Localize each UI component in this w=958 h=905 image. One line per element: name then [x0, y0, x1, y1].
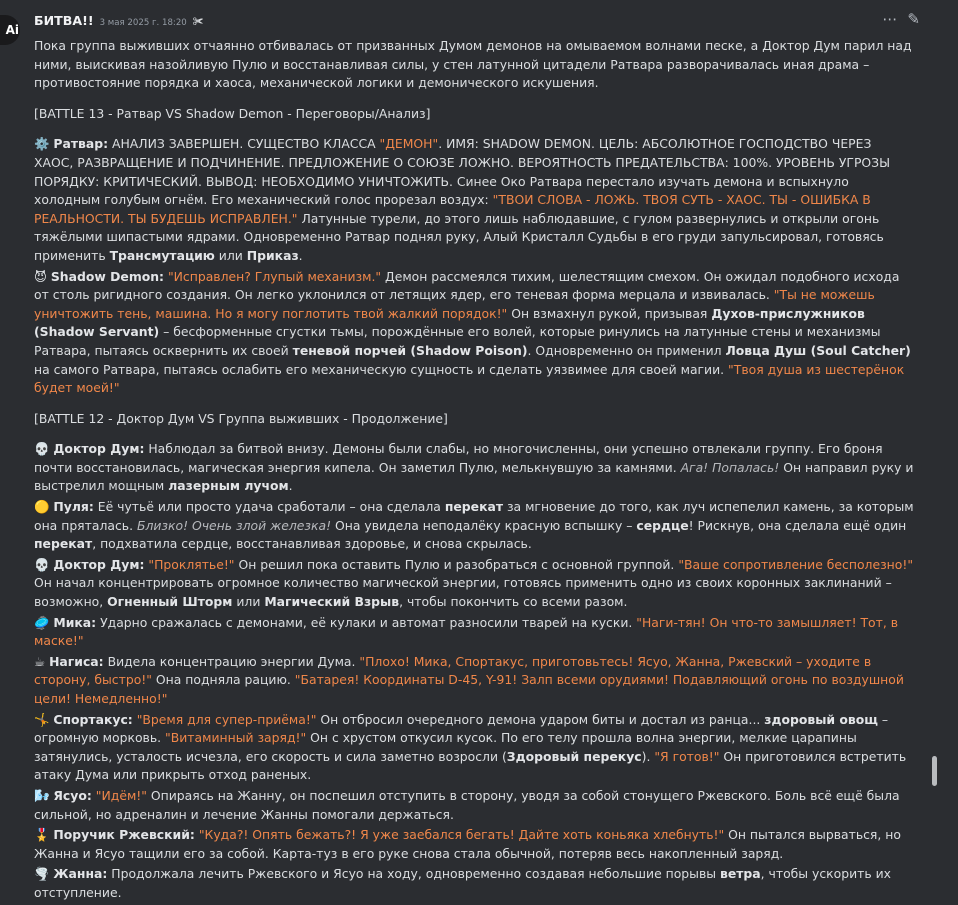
text: Ударно сражалась с демонами, её кулаки и автомат разносили тварей на куски.: [96, 614, 637, 630]
intro-paragraph: Пока группа выживших отчаянно отбивалась от призванных Думом демонов на омываемом волнами песке, а Доктор Дум парил над ними, выискивая назойливую Пулю и восстанавливая силы, у стен латунной цитадели Ратвара разворачивалась иная драма – противостояние порядка и хаоса, механической логики и демонического искушения.: [34, 38, 912, 91]
speaker-name: Пуля:: [53, 499, 94, 515]
text: . Одновременно он применил: [527, 342, 726, 358]
cartwheel-icon: 🤸: [34, 711, 50, 727]
speaker-name: Жанна:: [53, 866, 108, 882]
bold-term: лазерным лучом: [168, 478, 289, 494]
text: Он с хрустом откусил кусок. По его телу прошла волна энергии, мелкие царапины затянулись, усталость исчезла, его скорость и сила заметно возросли (: [34, 730, 857, 764]
message-content: [34, 37, 914, 905]
text: , чтобы покончить со всеми разом.: [399, 594, 628, 610]
text: .: [298, 247, 303, 263]
frisbee-icon: 🥏: [34, 614, 50, 630]
text: Он отбросил очередного демона ударом биты и достал из ранца...: [316, 711, 765, 727]
bold-term: Здоровый перекус: [506, 748, 642, 764]
text: . ИМЯ: SHADOW DEMON. ЦЕЛЬ: АБСОЛЮТНОЕ ГОСПОДСТВО ЧЕРЕЗ ХАОС, РАЗВРАЩЕНИЕ И ПОДЧИНЕНИЕ. ПРЕДЛОЖЕНИЕ О СОЮЗЕ ЛОЖНО. ВЕРОЯТНОСТЬ ПРЕДАТЕЛЬСТВА: 100%. УРОВЕНЬ УГРОЗЫ ПОРЯДКУ: КРИТИЧЕСКИЙ. ВЫВОД: НЕОБХОДИМО УНИЧТОЖИТЬ. Синее Око Ратвара перестало изучать демона и вспыхнуло холодным голубым огнём. Его механический голос прорезал воздух:: [34, 136, 891, 208]
text: .: [288, 478, 293, 494]
bold-term: Огненный Шторм: [107, 594, 233, 610]
skull-icon: 💀: [34, 441, 50, 457]
doom-paragraph-2: [34, 556, 914, 612]
quote: "Я готов!": [654, 748, 720, 764]
text: или: [232, 594, 265, 610]
quote: "ДЕМОН": [379, 136, 439, 152]
text: за мгновение до того, как луч испепелил камень, за которым она пряталась.: [34, 499, 914, 533]
text: Он начал концентрировать огромное количество магической энергии, готовясь применить одно из своих коронных заклинаний – возможно,: [34, 575, 892, 610]
gear-icon: ⚙️: [34, 136, 50, 152]
message-actions: [882, 10, 920, 29]
text: Опираясь на Жанну, он поспешил отступить в сторону, уводя за собой стонущего Ржевского. Боль всё ещё была сильной, но адреналин и лечение Жанны помогали держаться.: [34, 787, 900, 822]
speaker-name: Мика:: [53, 614, 97, 630]
quote: "Время для супер-приёма!": [136, 711, 317, 727]
quote: "ТВОИ СЛОВА - ЛОЖЬ. ТВОЯ СУТЬ - ХАОС. ТЫ - ОШИБКА В РЕАЛЬНОСТИ. ТЫ БУДЕШЬ ИСПРАВЛЕН.": [34, 192, 871, 226]
bold-term: Духов-прислужников (Shadow Servant): [34, 305, 865, 340]
username[interactable]: БИТВА!!: [34, 13, 94, 28]
wind-icon: 🌬️: [34, 787, 50, 803]
yellow-circle-icon: 🟡: [34, 499, 50, 515]
speaker-name: Shadow Demon:: [50, 268, 165, 284]
text: Он приготовился встретить атаку Дума или прикрыть отход раненых.: [34, 748, 907, 783]
mika-paragraph: [34, 614, 914, 651]
quote: "Плохо! Мика, Спортакус, приготовьтесь! Ясуо, Жанна, Ржевский – уходите в сторону, быстро!": [34, 653, 872, 688]
text: Он пытался вырваться, но Жанна и Ясуо тащили его за собой. Карта-туз в его руке снова стала обычной, потеряв весь накопленный заряд.: [34, 827, 901, 861]
bold-term: перекат: [444, 499, 504, 515]
bold-term: сердце: [636, 517, 689, 533]
speaker-name: Доктор Дум:: [53, 556, 145, 572]
quote: "Батарея! Координаты D-45, Y-91! Залп всеми орудиями! Подавляющий огонь по воздушной цели! Немедленно!": [34, 672, 904, 706]
thought: Ага! Попалась!: [680, 459, 780, 475]
yasuo-paragraph: [34, 787, 914, 824]
sportakus-paragraph: [34, 711, 914, 785]
scrollbar-thumb[interactable]: [932, 756, 937, 786]
text: или: [214, 247, 247, 263]
speaker-name: Поручик Ржевский:: [53, 827, 195, 843]
text: , чтобы ускорить их отступление.: [34, 866, 891, 900]
text: Демон рассмеялся тихим, шелестящим смехом. Он ожидал подобного исхода от столь ригидного создания. Он легко уклонился от летящих ядер, его теневая форма мерцала и извивалась.: [34, 268, 900, 303]
zhanna-paragraph: [34, 865, 914, 902]
edit-icon[interactable]: ✎: [907, 10, 920, 28]
speaker-name: Доктор Дум:: [53, 441, 145, 457]
devil-icon: 😈: [34, 268, 47, 284]
bold-term: здоровый овощ: [764, 711, 878, 727]
bold-term: Магический Взрыв: [264, 594, 400, 610]
text: Латунные турели, до этого лишь наблюдавшие, с гулом развернулись и открыли огонь тяжёлыми шипастыми ядрами. Одновременно Ратвар поднял руку, Алый Кристалл Судьбы в его груди запульсировал, готовясь применить: [34, 210, 884, 263]
speaker-name: Спортакус:: [53, 711, 133, 727]
text: ! Рискнув, она сделала ещё один: [688, 517, 907, 533]
scissors-icon: ✀: [192, 15, 204, 28]
text: Видела концентрацию энергии Дума.: [103, 653, 360, 669]
speaker-name: Нагиса:: [49, 653, 104, 669]
ratvar-paragraph: [34, 135, 914, 265]
coffee-icon: ☕: [34, 653, 46, 669]
quote: "Проклятье!": [148, 556, 235, 572]
rzhevsky-paragraph: [34, 826, 914, 863]
quote: "Исправлен? Глупый механизм.": [167, 268, 382, 284]
more-options-icon[interactable]: ⋯: [882, 10, 898, 28]
text: Она увидела неподалёку красную вспышку –: [331, 517, 637, 533]
battle-12-title: [BATTLE 12 - Доктор Дум VS Группа выживших - Продолжение]: [34, 410, 448, 426]
text: Он взмахнул рукой, призывая: [507, 305, 712, 321]
text: Наблюдал за битвой внизу. Демоны были слабы, но многочисленны, они успешно отвлекали группу. Его броня почти восстановилась, магическая энергия кипела. Он заметил Пулю, мелькнувшую за камнями.: [34, 441, 883, 475]
speaker-name: Ясуо:: [53, 787, 92, 803]
text: Он решил пока оставить Пулю и разобраться с основной группой.: [234, 556, 679, 572]
quote: "Витаминный заряд!": [165, 730, 307, 746]
quote: "Наги-тян! Он что-то замышляет! Тот, в маске!": [34, 614, 899, 649]
nagisa-paragraph: [34, 653, 914, 709]
text: ).: [641, 748, 655, 764]
text: Её чутьё или просто удача сработали – она сделала: [93, 499, 445, 515]
bold-term: теневой порчей (Shadow Poison): [292, 342, 528, 358]
message-header: [34, 12, 204, 32]
text: , подхватила сердце, восстанавливая здоровье, и снова скрылась.: [92, 536, 532, 552]
text: Она подняла рацию.: [151, 672, 295, 688]
text: на самого Ратвара, пытаясь ослабить его механическую сущность и сделать уязвимее для своей магии.: [34, 361, 729, 377]
pulya-paragraph: [34, 498, 914, 554]
text: – огромную морковь.: [34, 711, 889, 746]
text: Продолжала лечить Ржевского и Ясуо на ходу, одновременно создавая небольшие порывы: [107, 866, 720, 882]
battle-13-title: [BATTLE 13 - Ратвар VS Shadow Demon - Переговоры/Анализ]: [34, 105, 431, 121]
text: – бесформенные сгустки тьмы, порождённые его волей, которые ринулись на латунные стены и механизмы Ратвара, пытаясь осквернить их своей: [34, 324, 881, 358]
bold-term: Трансмутацию: [109, 247, 215, 263]
doom-paragraph-1: [34, 440, 914, 496]
bold-term: перекат: [34, 536, 93, 552]
medal-icon: 🎖️: [34, 827, 50, 843]
quote: "Идём!": [95, 787, 147, 803]
thought: Близко! Очень злой железка!: [136, 517, 332, 533]
tornado-icon: 🌪️: [34, 866, 50, 882]
quote: "Ты не можешь уничтожить тень, машина. Но я могу поглотить твой жалкий порядок!": [34, 287, 875, 321]
speaker-name: Ратвар:: [53, 136, 109, 152]
shadow-demon-paragraph: [34, 268, 914, 398]
text: Он направил руку и выстрелил мощным: [34, 459, 914, 494]
bold-term: ветра: [719, 866, 761, 882]
text: АНАЛИЗ ЗАВЕРШЕН. СУЩЕСТВО КЛАССА: [108, 136, 380, 152]
avatar[interactable]: [0, 15, 20, 45]
bold-term: Приказ: [246, 247, 299, 263]
quote: "Куда?! Опять бежать?! Я уже заебался бегать! Дайте хоть коньяка хлебнуть!": [198, 827, 725, 843]
skull-icon: 💀: [34, 556, 50, 572]
avatar-text: Ai: [5, 22, 19, 37]
quote: "Твоя душа из шестерёнок будет моей!": [34, 361, 905, 396]
bold-term: Ловца Душ (Soul Catcher): [725, 342, 911, 358]
quote: "Ваше сопротивление бесполезно!": [678, 556, 914, 572]
timestamp[interactable]: 3 мая 2025 г. 18:20: [99, 18, 187, 28]
